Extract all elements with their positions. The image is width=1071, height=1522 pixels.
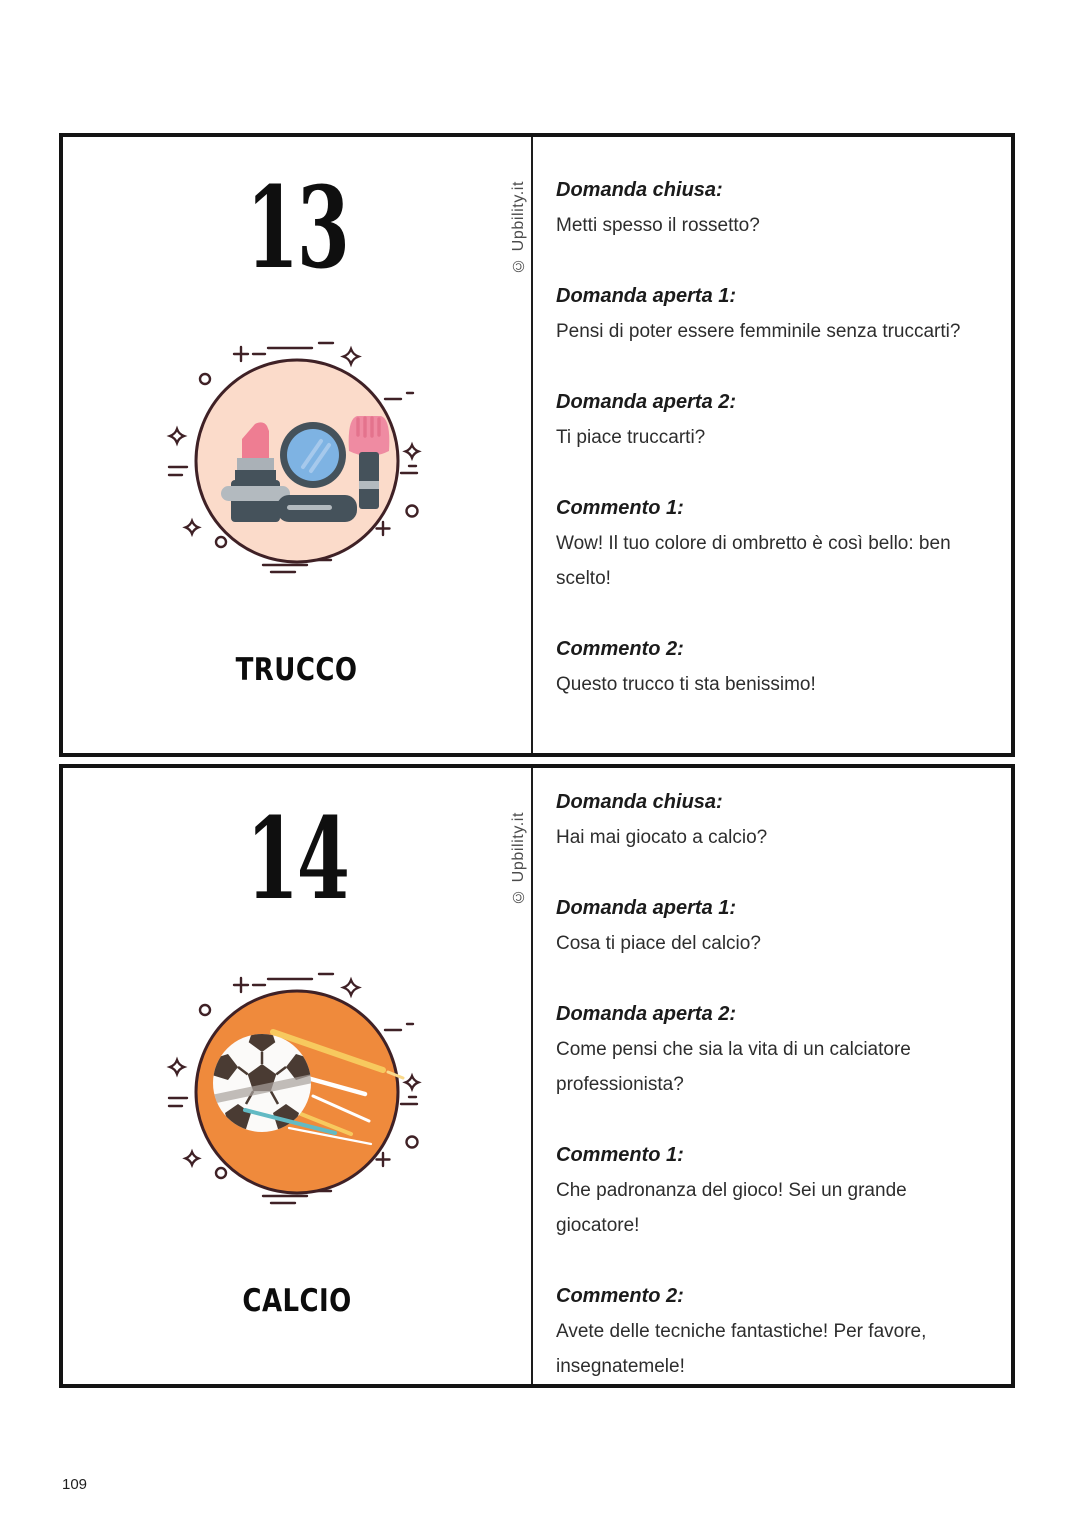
qa-block bbox=[556, 279, 977, 349]
qa-body: Avete delle tecniche fantastiche! Per favore, insegnatemele! bbox=[556, 1321, 927, 1377]
qa-heading: Domanda aperta 1: bbox=[556, 897, 737, 919]
qa-body: Hai mai giocato a calcio? bbox=[556, 827, 768, 848]
qa-body: Wow! Il tuo colore di ombretto è così bello: ben scelto! bbox=[556, 533, 951, 589]
card-text-panel bbox=[533, 137, 1011, 753]
qa-heading: Domanda aperta 2: bbox=[556, 391, 737, 413]
card-title: TRUCCO bbox=[236, 652, 358, 688]
qa-body: Questo trucco ti sta benissimo! bbox=[556, 674, 816, 695]
qa-block bbox=[556, 491, 977, 596]
qa-block bbox=[556, 785, 977, 855]
soccer-illustration bbox=[165, 970, 429, 1214]
qa-body: Cosa ti piace del calcio? bbox=[556, 933, 761, 954]
qa-body: Ti piace truccarti? bbox=[556, 427, 706, 448]
card-text-panel bbox=[533, 768, 1011, 1384]
qa-block bbox=[556, 1279, 977, 1384]
qa-heading: Domanda aperta 2: bbox=[556, 1003, 737, 1025]
card-number: 13 bbox=[246, 163, 348, 294]
card-title: CALCIO bbox=[242, 1283, 352, 1319]
qa-block bbox=[556, 385, 977, 455]
qa-block bbox=[556, 1138, 977, 1243]
qa-body: Metti spesso il rossetto? bbox=[556, 215, 760, 236]
qa-heading: Commento 2: bbox=[556, 1285, 684, 1307]
qa-body: Pensi di poter essere femminile senza truccarti? bbox=[556, 321, 961, 342]
copyright-watermark: © Upbility.it bbox=[510, 181, 527, 274]
qa-block bbox=[556, 997, 977, 1102]
qa-block bbox=[556, 891, 977, 961]
copyright-watermark: © Upbility.it bbox=[510, 812, 527, 905]
qa-body: Come pensi che sia la vita di un calciatore professionista? bbox=[556, 1039, 911, 1095]
qa-heading: Commento 1: bbox=[556, 497, 684, 519]
qa-body: Che padronanza del gioco! Sei un grande giocatore! bbox=[556, 1180, 907, 1236]
flashcard-trucco bbox=[59, 133, 1015, 757]
qa-block bbox=[556, 173, 977, 243]
qa-heading: Domanda chiusa: bbox=[556, 179, 723, 201]
qa-heading: Domanda chiusa: bbox=[556, 791, 723, 813]
card-illustration-panel bbox=[63, 768, 533, 1384]
qa-heading: Domanda aperta 1: bbox=[556, 285, 737, 307]
card-number: 14 bbox=[246, 794, 348, 925]
page-number: 109 bbox=[62, 1476, 88, 1493]
qa-heading: Commento 2: bbox=[556, 638, 684, 660]
flashcard-calcio bbox=[59, 764, 1015, 1388]
card-illustration-panel bbox=[63, 137, 533, 753]
soccer-icon bbox=[165, 970, 429, 1214]
makeup-illustration bbox=[165, 339, 429, 583]
qa-heading: Commento 1: bbox=[556, 1144, 684, 1166]
makeup-icon bbox=[165, 339, 429, 583]
qa-block bbox=[556, 632, 977, 702]
